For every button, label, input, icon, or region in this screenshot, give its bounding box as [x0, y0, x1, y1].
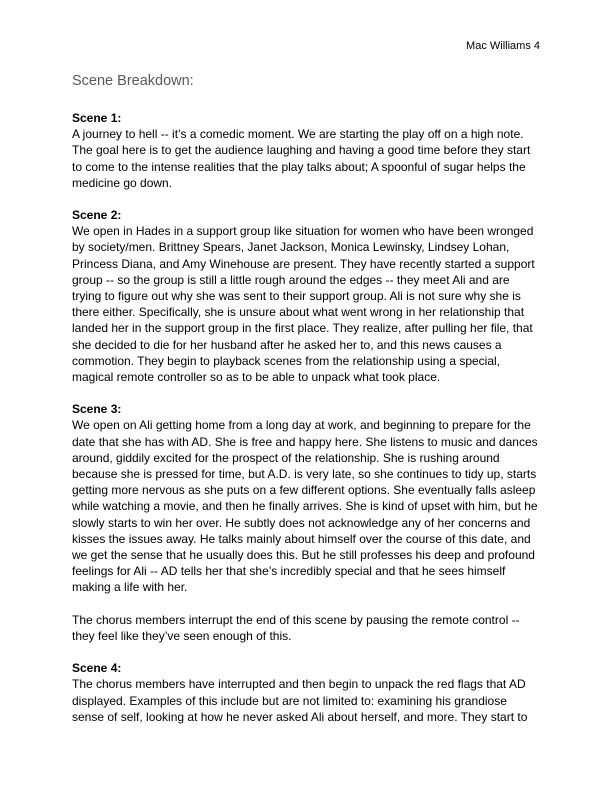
scene-4: [72, 660, 542, 725]
scene-1-paragraph: A journey to hell -- it’s a comedic moment. We are starting the play off on a high note. The goal here is to get the audience laughing and having a good time before they start to come to the intense realities that the play talks about; A spoonful of sugar helps the medicine go down.: [72, 127, 531, 190]
scene-3-heading: Scene 3:: [72, 402, 122, 417]
scene-3: [72, 401, 542, 644]
scene-3-chorus-paragraph: The chorus members interrupt the end of this scene by pausing the remote control -- they feel like they’ve seen enough of this.: [72, 612, 520, 643]
scene-2: [72, 207, 542, 385]
scene-2-heading: Scene 2:: [72, 208, 122, 223]
scene-3-paragraph: We open on Ali getting home from a long day at work, and beginning to prepare for the date that she has with AD. She is free and happy here. She listens to music and dances around, giddily excited for the prospect of the relationship. She is rushing around because she is pressed for time, but A.D. is very late, so she continues to tidy up, starts getting more nervous as she puts on a few different options. She eventually falls asleep while watching a movie, and then he finally arrives. She is kind of upset with him, but he slowly starts to win her over. He subtly does not acknowledge any of her concerns and kisses the issues away. He talks mainly about himself over the course of this date, and we get the sense that he usually does this. But he still professes his deep and profound feelings for Ali -- AD tells her that she’s incredibly special and that he sees himself making a life with her.: [72, 418, 538, 595]
page-header-author-page-number: Mac Williams 4: [466, 40, 540, 52]
scene-breakdown-body: [72, 110, 542, 741]
scene-4-heading: Scene 4:: [72, 661, 122, 676]
scene-1-heading: Scene 1:: [72, 111, 122, 125]
scene-2-paragraph: We open in Hades in a support group like situation for women who have been wronged by society/men. Brittney Spears, Janet Jackson, Monica Lewinsky, Lindsey Lohan, Princess Diana, and Amy Winehouse are present. They have recently started a support group -- so the group is still a little rough around the edges -- they meet Ali and are trying to figure out why she was sent to their support group. Ali is not sure why she is there either. Specifically, she is unsure about what went wrong in her relationship that landed her in the support group in the first place. They realize, after pulling her file, that she decided to die for her husband after he asked her to, and this news causes a commotion. They begin to playback scenes from the relationship using a special, magical remote controller so as to be able to unpack what took place.: [72, 224, 535, 385]
section-title: Scene Breakdown:: [72, 73, 194, 89]
scene-1: [72, 110, 542, 191]
scene-4-paragraph: The chorus members have interrupted and then begin to unpack the red flags that AD displayed. Examples of this include but are not limited to: examining his grandiose sense of self, looking at how he never asked Ali about herself, and more. They start to: [72, 677, 528, 724]
